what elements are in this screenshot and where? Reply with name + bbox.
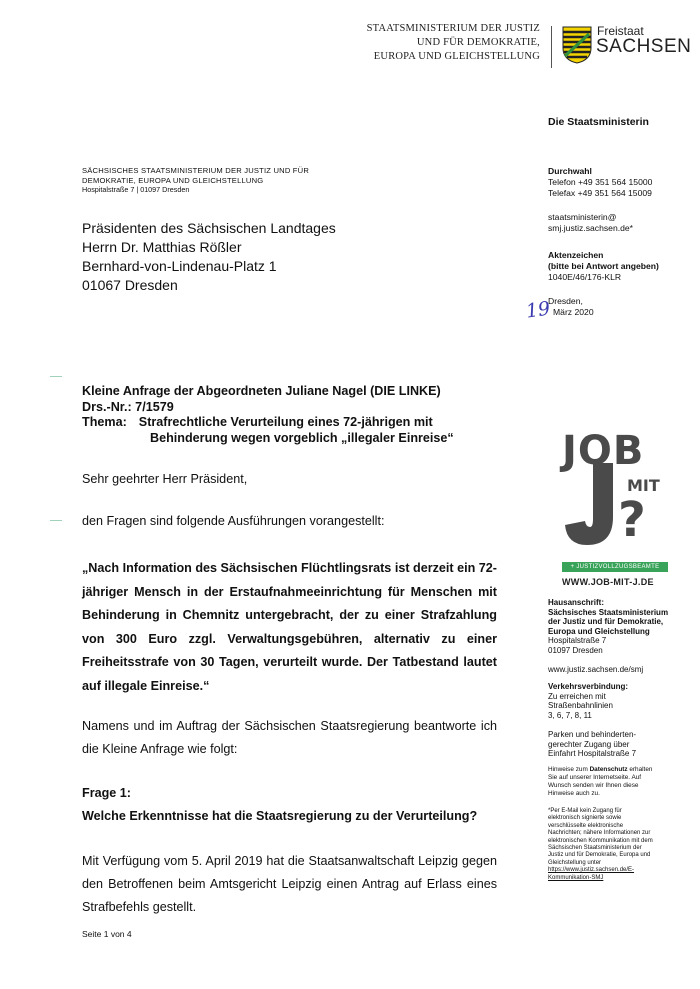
reference-number: 1040E/46/176-KLR [548, 272, 622, 282]
document-number: Drs.-Nr.: 7/1579 [82, 399, 174, 414]
letter-date: März 2020 [553, 307, 594, 317]
header-divider [551, 26, 552, 68]
recipient-line: Herrn Dr. Matthias Rößler [82, 239, 242, 255]
transport-block: Verkehrsverbindung: Zu erreichen mit Straßenbahnlinien 3, 6, 7, 8, 11 [548, 682, 629, 720]
job-logo-text: JOB [562, 428, 645, 474]
parking-block: Parken und behinderten- gerechter Zugang über Einfahrt Hospitalstraße 7 [548, 730, 637, 759]
recipient-line: 01067 Dresden [82, 277, 178, 293]
sachsen-label: SACHSEN [596, 36, 692, 57]
fax-number: Telefax +49 351 564 15009 [548, 188, 652, 198]
answer-text: Mit Verfügung vom 5. April 2019 hat die Staatsanwaltschaft Leipzig gegen den Betroffenen beim Amtsgericht Leipzig einen Antrag auf Erlass eines Strafbefehls gestellt. [82, 854, 497, 914]
freistaat-label: Freistaat [597, 24, 644, 38]
privacy-note: Hinweise zum Datenschutz erhalten Sie auf unserer Internetseite. Auf Wunsch senden wir Ihnen diese Hinweise auch zu. [548, 766, 653, 797]
minister-label: Die Staatsministerin [548, 116, 649, 128]
job-logo-mit: MIT [627, 476, 660, 495]
salutation: Sehr geehrter Herr Präsident, [82, 472, 248, 486]
question-text: Welche Erkenntnisse hat die Staatsregierung zu der Verurteilung? [82, 809, 478, 823]
answer-intro: Namens und im Auftrag der Sächsischen Staatsregierung beantworte ich die Kleine Anfrage wie folgt: [82, 719, 497, 756]
email-block: staatsministerin@ smj.justiz.sachsen.de* [548, 212, 634, 233]
sender-address: SÄCHSISCHES STAATSMINISTERIUM DER JUSTIZ UND FÜR DEMOKRATIE, EUROPA UND GLEICHSTELLUNG Hospitalstraße 7 | 01097 Dresden [82, 166, 310, 194]
page-number: Seite 1 von 4 [82, 929, 132, 939]
job-logo-question: ? [618, 492, 646, 548]
website-link[interactable]: www.justiz.sachsen.de/smj [548, 665, 644, 674]
subject-block: Kleine Anfrage der Abgeordneten Juliane Nagel (DIE LINKE) Drs.-Nr.: 7/1579 Thema: Strafrechtliche Verurteilung eines 72-jährigen mit Behinderung wegen vorgeblich „illegaler Einreise“ [82, 384, 454, 445]
postal-address: Hausanschrift: Sächsisches Staatsministerium der Justiz und für Demokratie, Europa und Gleichstellung Hospitalstraße 7 01097 Dresden [548, 598, 669, 655]
job-logo-j-icon [563, 461, 619, 547]
quoted-text: „Nach Information des Sächsischen Flüchtlingsrats ist derzeit ein 72-jähriger Mensch in der Erstaufnahmeeinrichtung für Menschen mit Behinderung in Chemnitz untergebracht, der zu einer Strafzahlung von 300 Euro zzgl. Verwaltungsgebühren, alternativ zu einer Freiheitsstrafe von 30 Tagen, verurteilt wurde. Der Tatbestand lautet auf illegale Einreise.“ [82, 561, 497, 693]
e-communication-link[interactable]: Kommunikation-SMJ [548, 874, 604, 881]
phone-number: Telefon +49 351 564 15000 [548, 177, 653, 187]
margin-mark [50, 376, 62, 377]
recipient-address [82, 219, 336, 295]
saxony-coat-of-arms-icon [562, 26, 592, 64]
email-note: *Per E-Mail kein Zugang für elektronisch signierte sowie verschlüsselte elektronische Nachrichten; nähere Informationen zur elektronischen Kommunikation mit dem Sächsischen Staatsministerium der Justiz und für Demokratie, Europa und Gleichstellung unter https://www.justiz.sachsen.de/E- Kommunikation-SMJ [548, 808, 653, 881]
question-label: Frage 1: [82, 786, 131, 800]
contact-block: Durchwahl Telefon +49 351 564 15000 Telefax +49 351 564 15009 [548, 166, 653, 198]
intro-text: den Fragen sind folgende Ausführungen vorangestellt: [82, 514, 385, 528]
reference-block: Aktenzeichen (bitte bei Antwort angeben) 1040E/46/176-KLR [548, 250, 659, 282]
subject-title: Kleine Anfrage der Abgeordneten Juliane Nagel (DIE LINKE) [82, 384, 441, 398]
recipient-line: Bernhard-von-Lindenau-Platz 1 [82, 258, 277, 274]
ministry-name: STAATSMINISTERIUM DER JUSTIZ UND FÜR DEMOKRATIE, EUROPA UND GLEICHSTELLUNG [366, 23, 540, 62]
job-logo-bar: + JUSTIZVOLLZUGSBEAMTE [562, 562, 668, 572]
recipient-line: Präsidenten des Sächsischen Landtages [82, 220, 336, 236]
e-communication-link[interactable]: https://www.justiz.sachsen.de/E- [548, 867, 635, 874]
margin-mark [50, 520, 62, 521]
date-block: Dresden, März 2020 [548, 296, 594, 317]
handwritten-day: 19 [524, 297, 552, 323]
job-logo-url: WWW.JOB-MIT-J.DE [562, 577, 654, 587]
